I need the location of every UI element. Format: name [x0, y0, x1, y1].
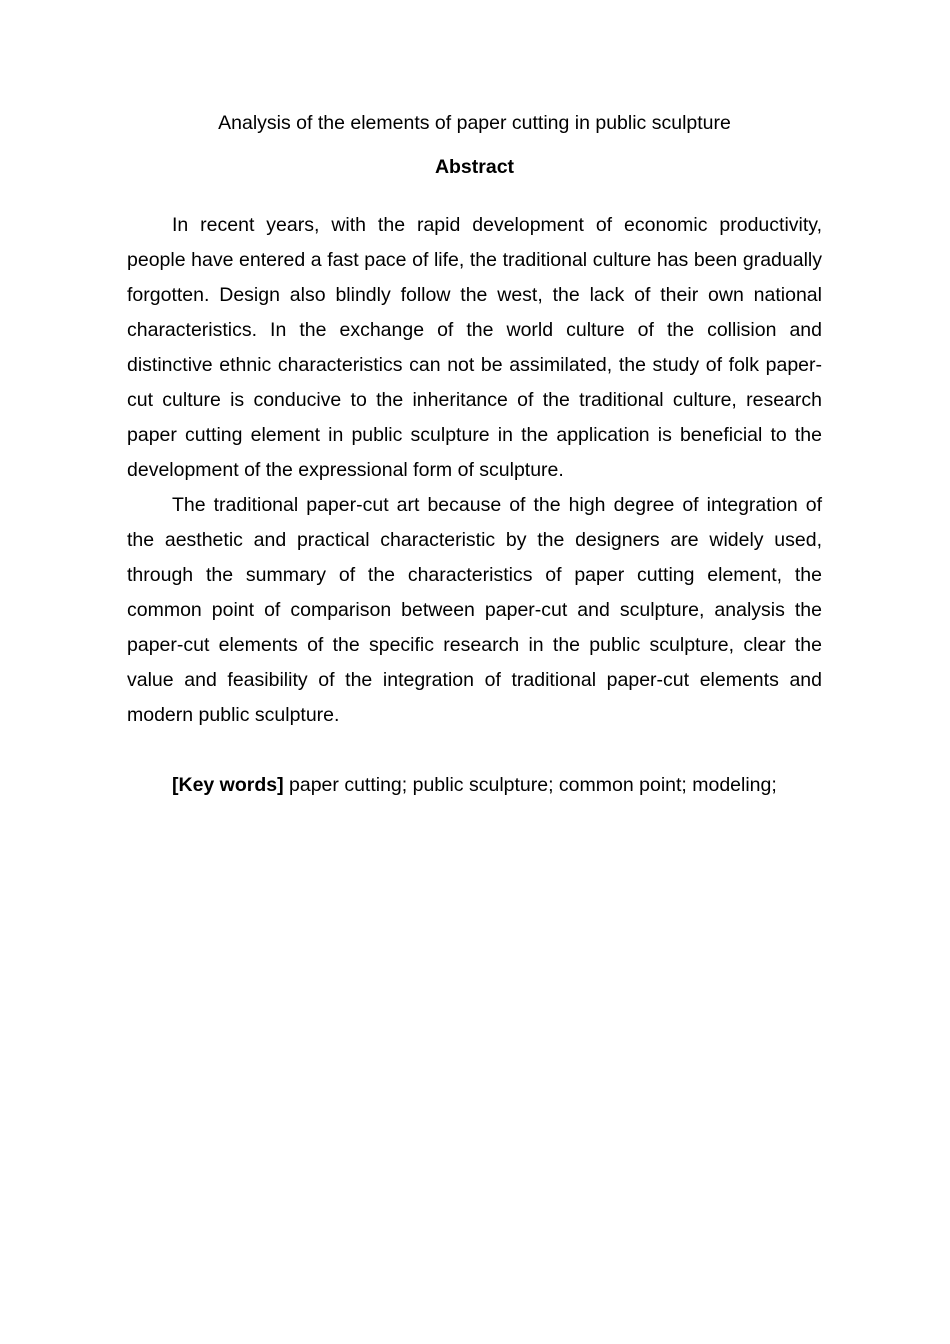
keywords-line: [127, 768, 822, 803]
document-content: [127, 108, 822, 803]
abstract-heading: Abstract: [434, 156, 515, 178]
keywords-text: paper cutting; public sculpture; common point; modeling;: [283, 774, 777, 796]
abstract-paragraph-1: In recent years, with the rapid development of economic productivity, people have entered a fast pace of life, the traditional culture has been gradually forgotten. Design also blindly follow the west, the lack of their own national characteristics. In the exchange of the world culture of the collision and distinctive ethnic characteristics can not be assimilated, the study of folk paper-cut culture is conducive to the inheritance of the traditional culture, research paper cutting element in public sculpture in the application is beneficial to the development of the expressional form of sculpture.: [127, 214, 822, 481]
abstract-paragraph-2: The traditional paper-cut art because of the high degree of integration of the aesthetic and practical characteristic by the designers are widely used, through the summary of the characteristics of paper cutting element, the common point of comparison between paper-cut and sculpture, analysis the paper-cut elements of the specific research in the public sculpture, clear the value and feasibility of the integration of traditional paper-cut elements and modern public sculpture.: [127, 494, 822, 726]
document-title: Analysis of the elements of paper cutting in public sculpture: [218, 112, 731, 134]
abstract-body: [127, 208, 822, 733]
keywords-label: [Key words]: [172, 774, 284, 796]
